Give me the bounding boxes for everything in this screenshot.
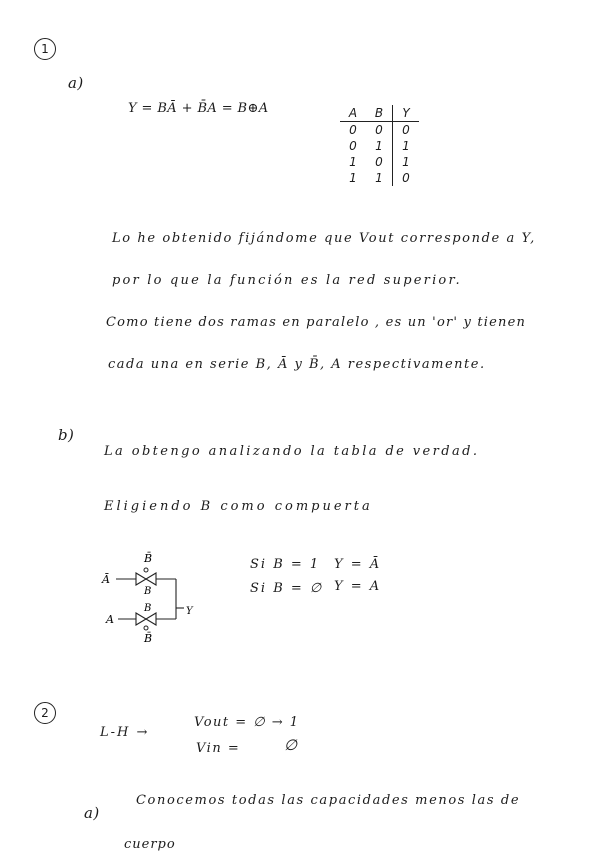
condition-b0: Si B = ∅: [250, 581, 324, 596]
text-line: cuerpo: [124, 837, 176, 852]
condition-b1: Si B = 1: [250, 557, 321, 572]
cell: 0: [375, 155, 383, 169]
header-b: B: [366, 105, 393, 122]
table-row: [340, 170, 419, 186]
transmission-gate-bottom-b: [146, 613, 156, 625]
pass-transistor-diagram: [100, 548, 220, 648]
label-a: A: [106, 613, 114, 626]
cell: 0: [349, 123, 357, 137]
truth-table: [340, 105, 419, 186]
cell: 1: [375, 171, 383, 185]
section-1-number: 1: [34, 38, 56, 60]
cell: 0: [375, 123, 383, 137]
label-y: Y: [186, 606, 193, 617]
cell: 1: [375, 139, 383, 153]
vout-line: Vout = ∅ → 1: [194, 715, 300, 730]
text-line: Como tiene dos ramas en paralelo , es un 'or' y tienen: [106, 315, 527, 330]
cell: 1: [349, 155, 357, 169]
label-a-bar: Ā: [102, 573, 110, 586]
vin-value: ∅: [284, 736, 298, 754]
result-b0: Y = A: [334, 579, 382, 594]
part-a-label: a): [68, 74, 84, 92]
cell: 0: [393, 122, 420, 139]
cell: 1: [349, 171, 357, 185]
cell: 0: [393, 170, 420, 186]
section-2-number: 2: [34, 702, 56, 724]
truth-table-header: [340, 105, 419, 122]
label-b-mid2: B: [144, 603, 152, 614]
vin-line: Vin =: [196, 741, 241, 756]
text-line: Lo he obtenido fijándome que Vout corresponde a Y,: [112, 231, 536, 246]
transmission-gate-bottom: [136, 613, 146, 625]
table-row: [340, 122, 419, 139]
gate-bubble: [144, 568, 148, 572]
cell: 0: [349, 139, 357, 153]
cell: 1: [393, 138, 420, 154]
transmission-gate-top: [136, 573, 146, 585]
transmission-gate-top-b: [146, 573, 156, 585]
table-row: [340, 138, 419, 154]
header-a: A: [340, 105, 366, 122]
table-row: [340, 154, 419, 170]
label-b-bar-top: B̄: [144, 552, 153, 565]
part-b-label: b): [58, 426, 75, 444]
cell: 1: [393, 154, 420, 170]
text-line: Conocemos todas las capacidades menos las de: [136, 793, 521, 808]
lh-label: L-H →: [100, 725, 150, 740]
result-b1: Y = Ā: [334, 557, 382, 572]
label-b-mid1: B: [144, 586, 152, 597]
label-b-bar-bottom: B̄: [144, 632, 153, 645]
xor-equation: Y = BĀ + B̄A = B⊕A: [128, 101, 269, 116]
text-line: cada una en serie B, Ā y B̄, A respectivamente.: [108, 357, 486, 372]
section2-part-a-label: a): [84, 804, 100, 822]
text-line: La obtengo analizando la tabla de verdad.: [104, 444, 480, 459]
header-y: Y: [393, 105, 420, 122]
gate-bubble: [144, 626, 148, 630]
text-line: Eligiendo B como compuerta: [104, 499, 373, 514]
text-line: por lo que la función es la red superior.: [112, 273, 462, 288]
